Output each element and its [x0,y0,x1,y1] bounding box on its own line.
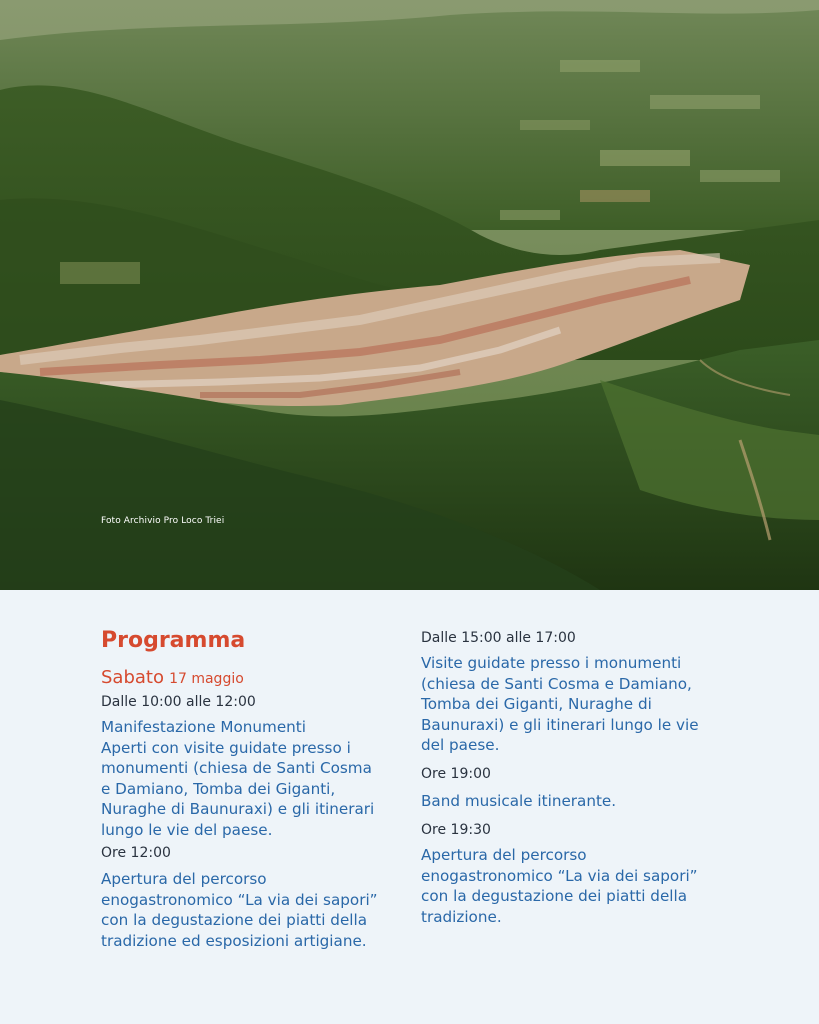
event-time: Ore 19:30 [421,822,491,838]
day-heading [101,667,244,688]
event-time: Dalle 15:00 alle 17:00 [421,630,576,646]
photo-credit: Foto Archivio Pro Loco Triei [101,516,225,526]
event-time: Ore 19:00 [421,766,491,782]
program-title: Programma [101,628,246,653]
event-description: Band musicale itinerante. [421,792,617,810]
event-time: Ore 12:00 [101,845,171,861]
day-name: Sabato [101,667,164,688]
event-description: Visite guidate presso i monumenti (chiesa de Santi Cosma e Damiano, Tomba dei Giganti, Nuraghe di Baunuraxi) e gli itinerari lungo le vie del paese. [421,654,699,755]
event-description: Apertura del percorso enogastronomico “La via dei sapori” con la degustazione dei piatti della tradizione. [421,846,698,926]
event-description: Manifestazione Monumenti Aperti con visite guidate presso i monumenti (chiesa de Santi Cosma e Damiano, Tomba dei Giganti, Nuraghe di Baunuraxi) e gli itinerari lungo le vie del paese. [101,718,375,839]
program-panel [0,590,819,1024]
event-time: Dalle 10:00 alle 12:00 [101,694,256,710]
event-description: Apertura del percorso enogastronomico “La via dei sapori” con la degustazione dei piatti della tradizione ed esposizioni artigiane. [101,870,378,950]
day-date: 17 maggio [169,671,244,687]
